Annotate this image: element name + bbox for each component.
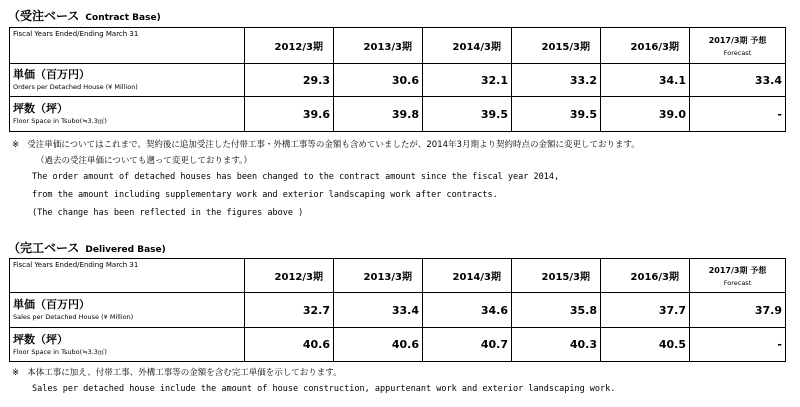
contract-forecast-label: 2017/3期 予想	[708, 35, 767, 45]
value-cell: 33.2	[512, 64, 601, 97]
table-row	[10, 328, 786, 362]
value-cell: 30.6	[334, 64, 423, 97]
value-cell: 33.4	[334, 293, 423, 328]
delivered-note-line-1	[12, 366, 342, 378]
contract-title-en: Contract Base)	[85, 13, 161, 23]
row-label-en: Orders per Detached House (¥ Million)	[13, 83, 138, 91]
contract-note-jp-1: 受注単価についてはこれまで、契約後に追加受注した付帯工事・外構工事等の金額も含めていましたが、2014年3月期より契約時点の金額に変更しております。	[27, 140, 640, 150]
row-label	[10, 97, 245, 132]
delivered-year: 2016/3期	[601, 259, 690, 293]
value-cell: 39.6	[245, 97, 334, 132]
delivered-header-row	[10, 259, 786, 293]
value-cell: 35.8	[512, 293, 601, 328]
row-label-jp: 単価（百万円）	[13, 68, 90, 81]
delivered-year: 2015/3期	[512, 259, 601, 293]
row-label	[10, 64, 245, 97]
row-label	[10, 293, 245, 328]
contract-note-en-1: The order amount of detached houses has been changed to the contract amount since the fiscal year 2014,	[32, 172, 560, 182]
contract-year: 2014/3期	[423, 28, 512, 64]
contract-header-label: Fiscal Years Ended/Ending March 31	[10, 28, 245, 64]
value-cell: 32.1	[423, 64, 512, 97]
value-cell: 29.3	[245, 64, 334, 97]
row-label-en: Floor Space in Tsubo(≒3.3㎡)	[13, 117, 107, 125]
delivered-year: 2012/3期	[245, 259, 334, 293]
contract-title-jp: （受注ベース	[8, 9, 80, 23]
delivered-title-jp: （完工ベース	[8, 241, 80, 255]
value-cell: 32.7	[245, 293, 334, 328]
row-label-en: Sales per Detached House (¥ Million)	[13, 313, 134, 321]
delivered-section-title	[8, 239, 166, 256]
row-label	[10, 328, 245, 362]
delivered-forecast-label: 2017/3期 予想	[708, 265, 767, 275]
value-cell: 34.1	[601, 64, 690, 97]
contract-year: 2012/3期	[245, 28, 334, 64]
table-row	[10, 293, 786, 328]
forecast-value-cell: 33.4	[690, 64, 786, 97]
delivered-title-en: Delivered Base)	[85, 245, 166, 255]
value-cell: 34.6	[423, 293, 512, 328]
table-row	[10, 97, 786, 132]
note-mark: ※	[12, 140, 20, 150]
value-cell: 40.7	[423, 328, 512, 362]
row-label-en: Floor Space in Tsubo(≒3.3㎡)	[13, 347, 107, 356]
contract-year: 2015/3期	[512, 28, 601, 64]
delivered-forecast-sub: Forecast	[723, 278, 752, 287]
value-cell: 37.7	[601, 293, 690, 328]
row-label-jp: 単価（百万円）	[13, 298, 90, 311]
forecast-value-cell: -	[690, 97, 786, 132]
value-cell: 39.5	[512, 97, 601, 132]
value-cell: 40.5	[601, 328, 690, 362]
value-cell: 39.5	[423, 97, 512, 132]
delivered-year: 2013/3期	[334, 259, 423, 293]
delivered-forecast-header	[690, 259, 786, 293]
table-row	[10, 64, 786, 97]
contract-table	[9, 27, 786, 132]
value-cell: 40.6	[245, 328, 334, 362]
contract-note-line-1	[12, 138, 640, 150]
row-label-jp: 坪数（坪）	[13, 102, 68, 115]
contract-note-en-3: (The change has been reflected in the figures above )	[32, 208, 304, 218]
delivered-year: 2014/3期	[423, 259, 512, 293]
contract-forecast-sub: Forecast	[723, 48, 752, 57]
contract-year: 2013/3期	[334, 28, 423, 64]
row-label-jp: 坪数（坪）	[13, 332, 68, 346]
contract-header-row	[10, 28, 786, 64]
contract-note-jp-2: （過去の受注単価についても遡って変更しております。）	[36, 156, 252, 166]
value-cell: 39.8	[334, 97, 423, 132]
delivered-note-jp-1: 本体工事に加え、付帯工事、外構工事等の金額を含む完工単価を示しております。	[27, 368, 342, 378]
contract-year: 2016/3期	[601, 28, 690, 64]
note-mark: ※	[12, 368, 20, 378]
value-cell: 39.0	[601, 97, 690, 132]
value-cell: 40.6	[334, 328, 423, 362]
forecast-value-cell: -	[690, 328, 786, 362]
contract-forecast-header	[690, 28, 786, 64]
contract-section-title	[8, 7, 161, 24]
delivered-header-label: Fiscal Years Ended/Ending March 31	[10, 259, 245, 293]
contract-note-en-2: from the amount including supplementary work and exterior landscaping work after contracts.	[32, 190, 498, 200]
forecast-value-cell: 37.9	[690, 293, 786, 328]
delivered-table	[9, 258, 786, 362]
delivered-note-en-1: Sales per detached house include the amount of house construction, appurtenant work and exterior landscaping work.	[32, 384, 616, 394]
value-cell: 40.3	[512, 328, 601, 362]
